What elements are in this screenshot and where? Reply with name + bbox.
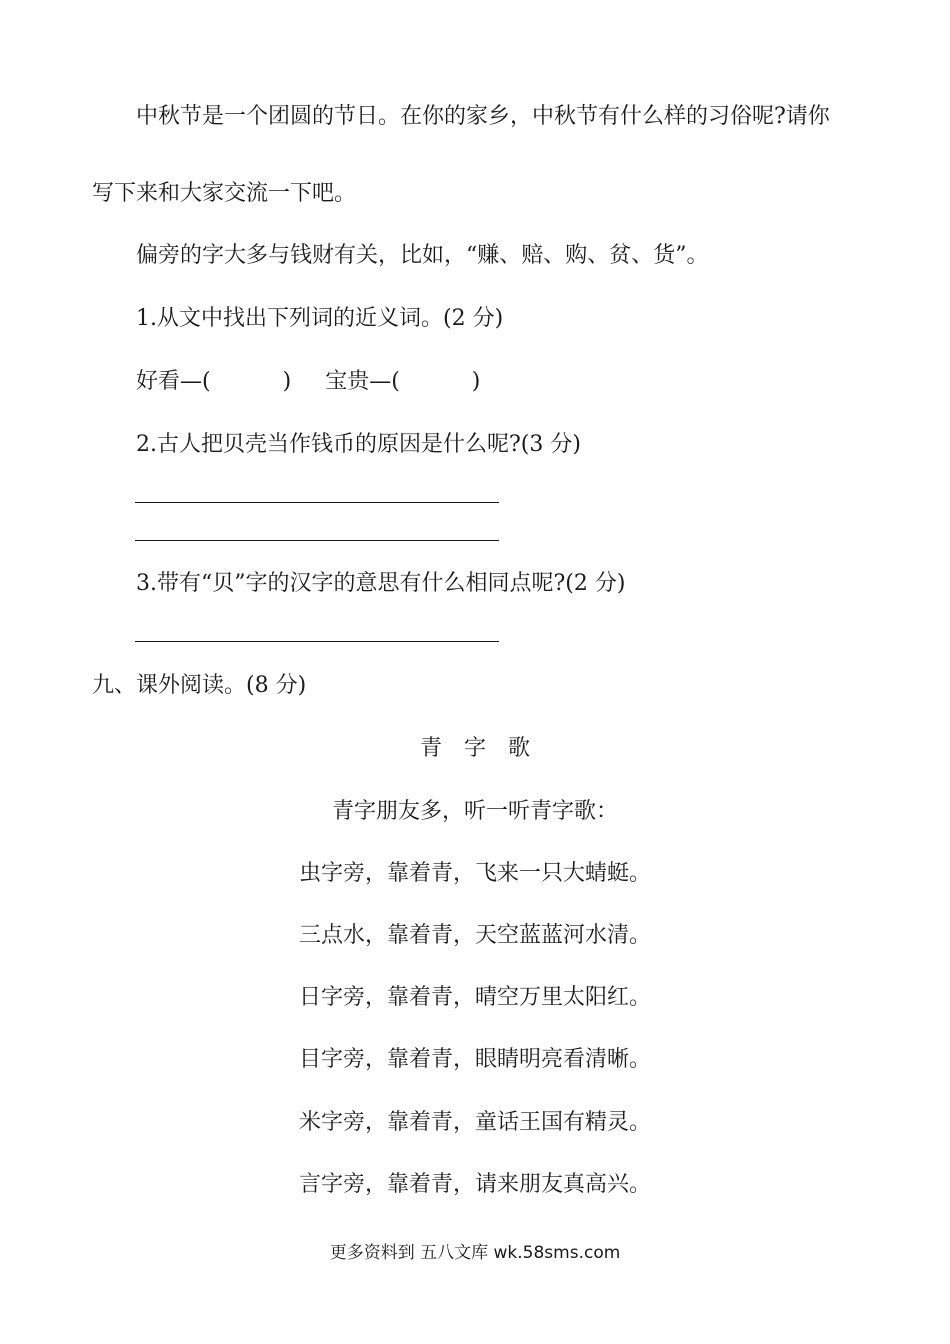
poem-line: 目字旁，靠着青，眼睛明亮看清晰。 bbox=[298, 1047, 651, 1072]
passage-para2: 偏旁的字大多与钱财有关，比如，“赚、赔、购、贫、货”。 bbox=[136, 243, 709, 268]
question-3: 3.带有“贝”字的汉字的意思有什么相同点呢?(2 分) bbox=[136, 571, 626, 596]
synonym-item-1-label: 好看—( bbox=[136, 369, 211, 394]
answer-line-q2-1[interactable] bbox=[135, 502, 499, 503]
poem-line: 三点水，靠着青，天空蓝蓝河水清。 bbox=[298, 923, 651, 948]
synonym-item-1-close: ) bbox=[282, 369, 292, 394]
question-1-answer-row bbox=[136, 367, 480, 397]
footer-link[interactable]: 更多资料到 五八文库 wk.58sms.com bbox=[329, 1243, 621, 1263]
poem-line: 虫字旁，靠着青，飞来一只大蜻蜓。 bbox=[298, 861, 651, 886]
poem-line: 言字旁，靠着青，请来朋友真高兴。 bbox=[298, 1172, 651, 1197]
poem-line: 米字旁，靠着青，童话王国有精灵。 bbox=[298, 1110, 651, 1135]
passage-para1-line1: 中秋节是一个团圆的节日。在你的家乡，中秋节有什么样的习俗呢?请你 bbox=[136, 104, 830, 129]
synonym-item-2-close: ) bbox=[471, 369, 481, 394]
poem-line: 青字朋友多，听一听青字歌： bbox=[331, 799, 618, 824]
answer-line-q2-2[interactable] bbox=[135, 540, 499, 541]
section-9-heading: 九、课外阅读。(8 分) bbox=[92, 673, 307, 698]
poem-line: 日字旁，靠着青，晴空万里太阳红。 bbox=[298, 985, 651, 1010]
question-2: 2.古人把贝壳当作钱币的原因是什么呢?(3 分) bbox=[136, 432, 581, 457]
answer-line-q3[interactable] bbox=[135, 641, 499, 642]
question-1: 1.从文中找出下列词的近义词。(2 分) bbox=[136, 306, 504, 331]
synonym-item-2-label: 宝贵—( bbox=[325, 369, 400, 394]
poem-title: 青 字 歌 bbox=[419, 736, 530, 761]
passage-para1-line2: 写下来和大家交流一下吧。 bbox=[92, 181, 357, 206]
